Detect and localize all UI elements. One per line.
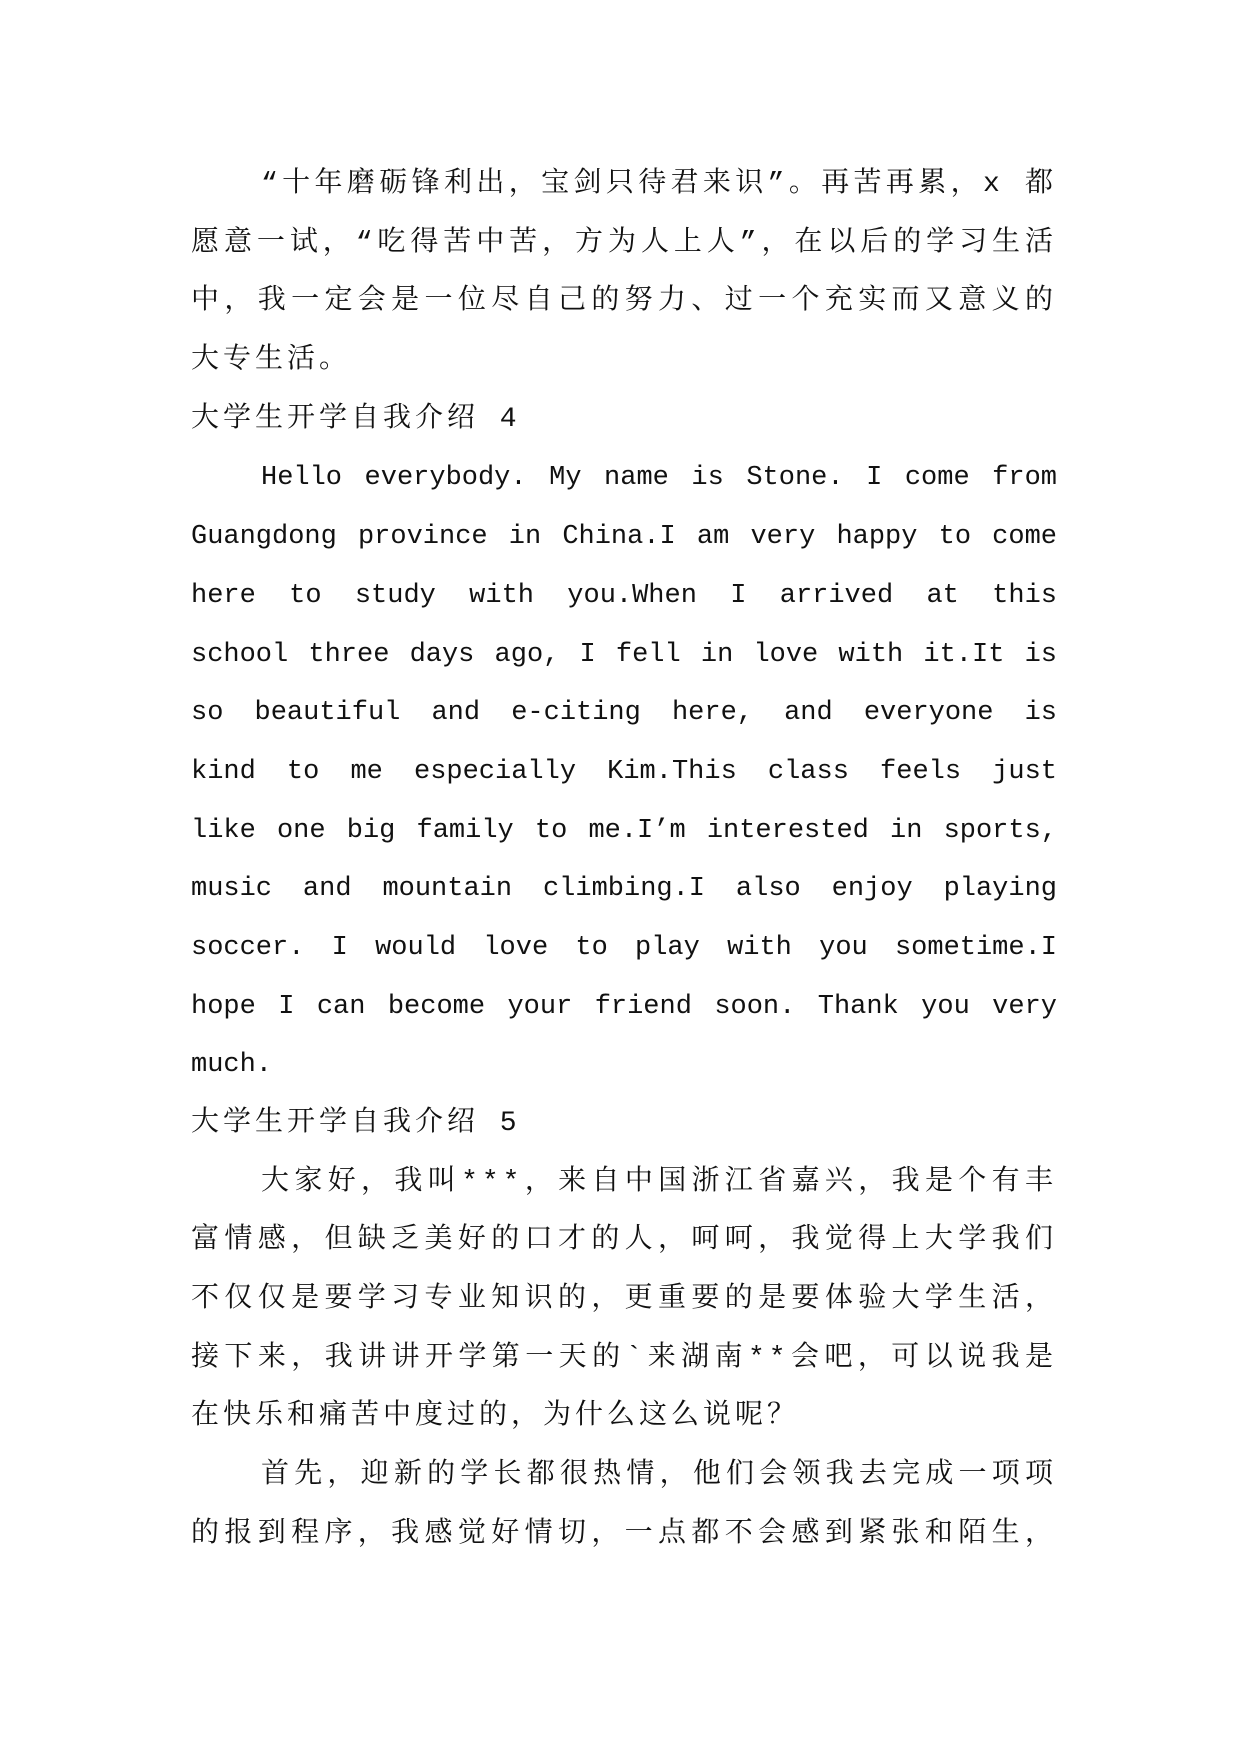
paragraph-line: 接下来，我讲讲开学第一天的`来湖南**会吧，可以说我是 <box>191 1342 1057 1374</box>
paragraph-line: 在快乐和痛苦中度过的，为什么这么说呢？ <box>191 1401 800 1433</box>
section-heading-text: 大学生开学自我介绍 4 <box>191 403 521 435</box>
section-heading <box>191 1095 1057 1154</box>
paragraph-line: Guangdong province in China.I am very happy to come <box>191 522 1057 553</box>
document-body <box>191 156 1057 1565</box>
paragraph-line: 富情感，但缺乏美好的口才的人，呵呵，我觉得上大学我们 <box>191 1225 1057 1257</box>
paragraph-line: “十年磨砺锋利出，宝剑只待君来识”。再苦再累，x 都 <box>261 169 1057 200</box>
paragraph-line: 愿意一试，“吃得苦中苦，方为人上人”，在以后的学习生活 <box>191 227 1057 259</box>
paragraph-line: so beautiful and e-citing here, and everyone is <box>191 698 1057 729</box>
paragraph-line: 不仅仅是要学习专业知识的，更重要的是要体验大学生活， <box>191 1284 1057 1316</box>
section-heading <box>191 391 1057 450</box>
paragraph-line: school three days ago, I fell in love with it.It is <box>191 639 1057 670</box>
paragraph-line: soccer. I would love to play with you sometime.I <box>191 932 1057 963</box>
section-heading-text: 大学生开学自我介绍 5 <box>191 1108 521 1139</box>
paragraph <box>191 1447 1057 1564</box>
paragraph-line: music and mountain climbing.I also enjoy playing <box>191 874 1057 905</box>
paragraph-line: 大专生活。 <box>191 345 352 377</box>
paragraph-line: 首先，迎新的学长都很热情，他们会领我去完成一项项 <box>261 1460 1057 1492</box>
paragraph-line: kind to me especially Kim.This class feels just <box>191 756 1057 787</box>
paragraph <box>191 156 1057 391</box>
paragraph <box>191 449 1057 1095</box>
paragraph-line: much. <box>191 1050 273 1081</box>
paragraph-line: hope I can become your friend soon. Thank you very <box>191 991 1057 1022</box>
paragraph-line: 中，我一定会是一位尽自己的努力、过一个充实而又意义的 <box>191 286 1057 318</box>
paragraph <box>191 1154 1057 1447</box>
paragraph-line: like one big family to me.I’m interested in sports, <box>191 815 1057 846</box>
paragraph-line: 的报到程序，我感觉好情切，一点都不会感到紧张和陌生， <box>191 1518 1057 1550</box>
paragraph-line: Hello everybody. My name is Stone. I come from <box>261 463 1057 494</box>
paragraph-line: here to study with you.When I arrived at this <box>191 580 1057 611</box>
paragraph-line: 大家好，我叫***，来自中国浙江省嘉兴，我是个有丰 <box>261 1166 1057 1198</box>
